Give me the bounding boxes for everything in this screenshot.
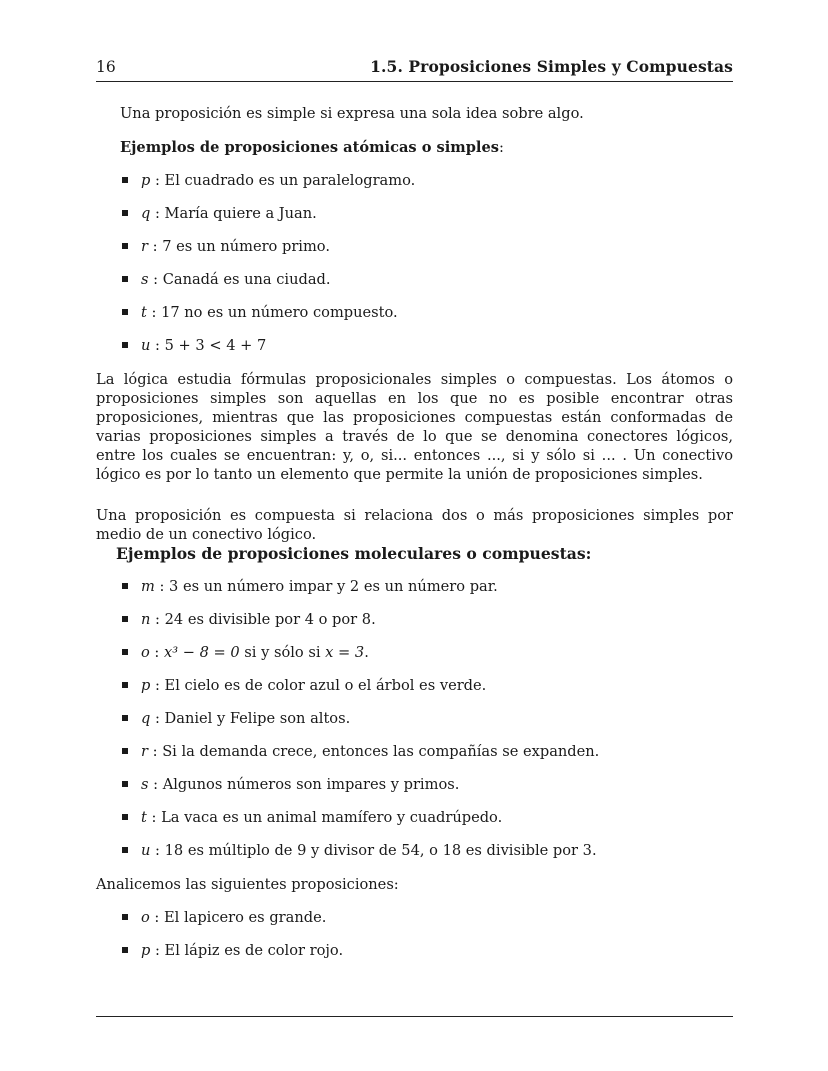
analysis-examples-list: [96, 908, 733, 960]
list-item: r : 7 es un número primo.: [96, 237, 733, 256]
list-item: m : 3 es un número impar y 2 es un número par.: [96, 577, 733, 596]
bullet-icon: [122, 276, 128, 282]
section-title: 1.5. Proposiciones Simples y Compuestas: [370, 57, 733, 76]
logic-paragraph: La lógica estudia fórmulas proposicionales simples o compuestas. Los átomos o proposiciones simples son aquellas en los que no es posible encontrar otras proposiciones, mientras que las proposiciones compuestas están conformadas de varias proposiciones simples a través de lo que se denomina conectores lógicos, entre los cuales se encuentran: y, o, si... entonces ..., si y sólo si ... . Un conectivo lógico es por lo tanto un elemento que permite la unión de proposiciones simples.: [96, 371, 733, 483]
bullet-icon: [122, 309, 128, 315]
bullet-icon: [122, 847, 128, 853]
footer-rule: [96, 1016, 733, 1017]
bullet-icon: [122, 177, 128, 183]
running-header: [96, 57, 733, 82]
analysis-intro: Analicemos las siguientes proposiciones:: [96, 876, 399, 893]
simple-examples-heading-colon: :: [498, 139, 504, 156]
simple-examples-list: [96, 171, 733, 355]
bullet-icon: [122, 342, 128, 348]
compound-definition: Una proposición es compuesta si relaciona dos o más proposiciones simples por medio de un conectivo lógico.: [96, 507, 733, 543]
bullet-icon: [122, 243, 128, 249]
bullet-icon: [122, 814, 128, 820]
simple-examples-heading: [120, 138, 733, 157]
page-number: 16: [96, 58, 116, 76]
list-item: n : 24 es divisible por 4 o por 8.: [96, 610, 733, 629]
bullet-icon: [122, 583, 128, 589]
list-item: t : La vaca es un animal mamífero y cuadrúpedo.: [96, 808, 733, 827]
bullet-icon: [122, 616, 128, 622]
bullet-icon: [122, 682, 128, 688]
list-item: t : 17 no es un número compuesto.: [96, 303, 733, 322]
bullet-icon: [122, 210, 128, 216]
page-content: [96, 104, 733, 960]
list-item: o : El lapicero es grande.: [96, 908, 733, 927]
list-item: q : Daniel y Felipe son altos.: [96, 709, 733, 728]
bullet-icon: [122, 715, 128, 721]
list-item: s : Algunos números son impares y primos.: [96, 775, 733, 794]
bullet-icon: [122, 914, 128, 920]
simple-examples-heading-text: Ejemplos de proposiciones atómicas o simples: [120, 139, 499, 156]
list-item: q : María quiere a Juan.: [96, 204, 733, 223]
list-item: p : El cuadrado es un paralelogramo.: [96, 171, 733, 190]
bullet-icon: [122, 748, 128, 754]
compound-examples-heading: Ejemplos de proposiciones moleculares o compuestas:: [116, 544, 592, 563]
list-item: s : Canadá es una ciudad.: [96, 270, 733, 289]
list-item: u : 5 + 3 < 4 + 7: [96, 336, 733, 355]
bullet-icon: [122, 781, 128, 787]
list-item: p : El cielo es de color azul o el árbol es verde.: [96, 676, 733, 695]
bullet-icon: [122, 649, 128, 655]
list-item: r : Si la demanda crece, entonces las compañías se expanden.: [96, 742, 733, 761]
bullet-icon: [122, 947, 128, 953]
compound-examples-list: [96, 577, 733, 860]
simple-definition: Una proposición es simple si expresa una sola idea sobre algo.: [120, 105, 584, 122]
list-item: u : 18 es múltiplo de 9 y divisor de 54, o 18 es divisible por 3.: [96, 841, 733, 860]
list-item: o : x³ − 8 = 0 si y sólo si x = 3.: [96, 643, 733, 662]
list-item: p : El lápiz es de color rojo.: [96, 941, 733, 960]
